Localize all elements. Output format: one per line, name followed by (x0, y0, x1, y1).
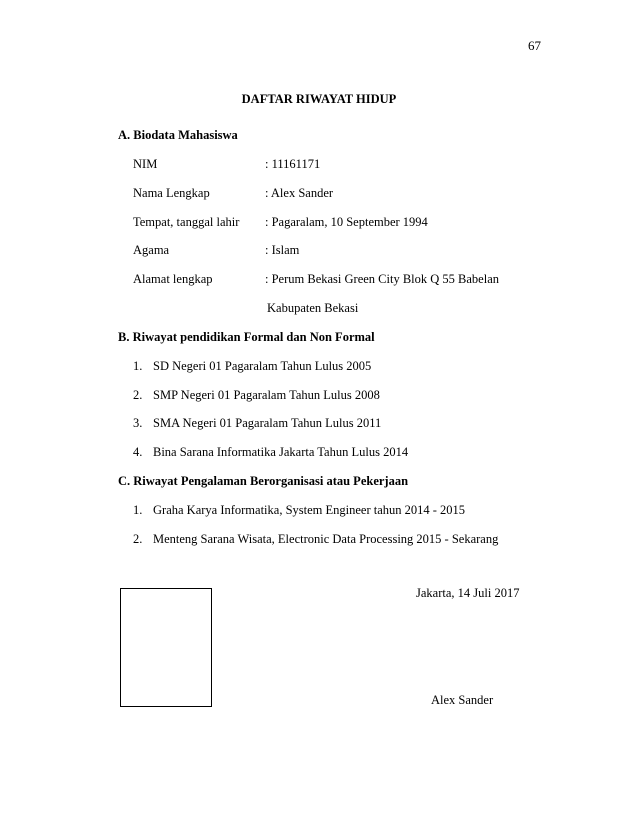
bio-value-alamat: : Perum Bekasi Green City Blok Q 55 Babelan (265, 272, 499, 286)
page-number: 67 (528, 38, 541, 53)
section-b-heading: B. Riwayat pendidikan Formal dan Non Formal (118, 330, 375, 344)
bio-value-alamat-cont: Kabupaten Bekasi (267, 301, 359, 315)
education-item-number: 1. (133, 359, 143, 373)
bio-label-nim: NIM (133, 157, 158, 171)
document-title: DAFTAR RIWAYAT HIDUP (241, 92, 397, 106)
bio-value-ttl: : Pagaralam, 10 September 1994 (265, 215, 428, 229)
bio-label-nama: Nama Lengkap (133, 186, 210, 200)
bio-label-alamat: Alamat lengkap (133, 272, 213, 286)
experience-item: Menteng Sarana Wisata, Electronic Data Processing 2015 - Sekarang (153, 532, 499, 546)
photo-placeholder-box (120, 588, 212, 707)
signature-place-date: Jakarta, 14 Juli 2017 (416, 586, 520, 600)
education-item-number: 2. (133, 388, 143, 402)
section-c-heading: C. Riwayat Pengalaman Berorganisasi atau Pekerjaan (118, 474, 409, 488)
experience-item-number: 2. (133, 532, 143, 546)
education-item-number: 4. (133, 445, 143, 459)
experience-item: Graha Karya Informatika, System Engineer tahun 2014 - 2015 (153, 503, 466, 517)
bio-value-agama: : Islam (265, 243, 300, 257)
experience-item-number: 1. (133, 503, 143, 517)
bio-label-agama: Agama (133, 243, 170, 257)
signature-name: Alex Sander (431, 693, 494, 707)
education-item: SMP Negeri 01 Pagaralam Tahun Lulus 2008 (153, 388, 380, 402)
education-item: Bina Sarana Informatika Jakarta Tahun Lulus 2014 (153, 445, 409, 459)
education-item-number: 3. (133, 416, 143, 430)
bio-label-ttl: Tempat, tanggal lahir (133, 215, 240, 229)
education-item: SD Negeri 01 Pagaralam Tahun Lulus 2005 (153, 359, 372, 373)
section-a-heading: A. Biodata Mahasiswa (118, 128, 238, 142)
education-item: SMA Negeri 01 Pagaralam Tahun Lulus 2011 (153, 416, 382, 430)
bio-value-nim: : 11161171 (265, 157, 321, 171)
bio-value-nama: : Alex Sander (265, 186, 334, 200)
